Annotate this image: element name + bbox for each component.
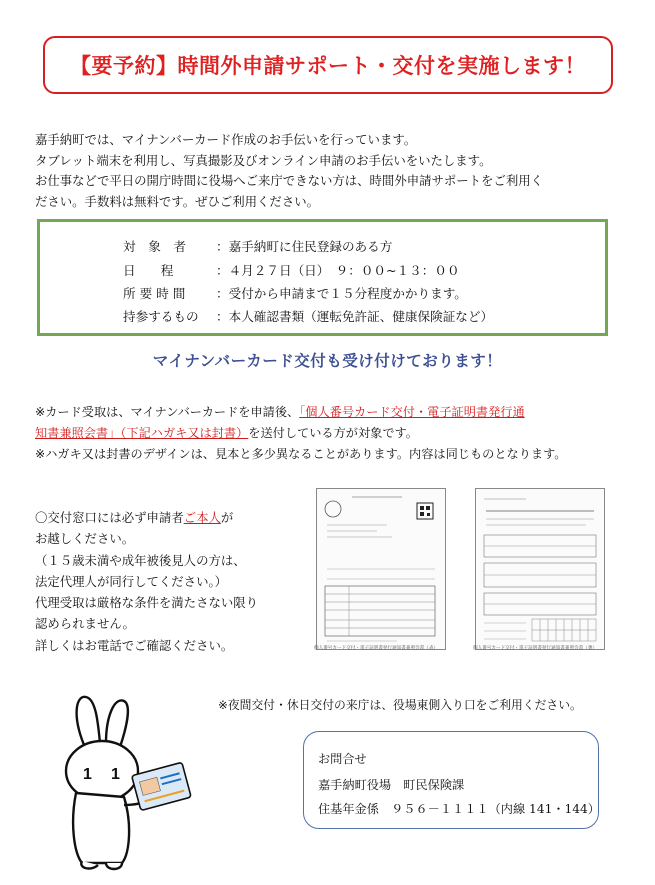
info-value: ：本人確認書類（運転免許証、健康保険証など） bbox=[216, 309, 494, 324]
intro-line: ださい。手数料は無料です。ぜひご利用ください。 bbox=[35, 193, 319, 209]
instruction-text: 〇交付窓口には必ず申請者 bbox=[35, 510, 184, 525]
info-label: 日 程 bbox=[123, 263, 174, 278]
svg-text:1: 1 bbox=[83, 766, 92, 783]
notice-doc-name: 「個人番号カード交付・電子証明書発行通 bbox=[299, 405, 525, 419]
note-text: ※カード受取は、マイナンバーカードを申請後、 bbox=[35, 405, 300, 419]
notice-doc-name: 知書兼照会書」（下記ハガキ又は封書） bbox=[35, 426, 249, 440]
instruction-line: 代理受取は厳格な条件を満たさない限り bbox=[35, 595, 259, 611]
postcard-front-illustration bbox=[317, 489, 445, 649]
info-label: 対 象 者 bbox=[123, 239, 186, 254]
contact-box bbox=[303, 731, 599, 829]
info-row-target bbox=[123, 236, 392, 255]
instruction-line: 認められません。 bbox=[35, 616, 135, 632]
card-pickup-notes bbox=[35, 402, 625, 465]
event-info-box bbox=[37, 219, 608, 336]
window-instructions bbox=[35, 507, 305, 656]
instruction-line: （１５歳未満や成年被後見人の方は、 bbox=[35, 552, 246, 568]
info-row-items bbox=[123, 306, 493, 325]
page-title: 【要予約】時間外申請サポート・交付を実施します！ bbox=[70, 54, 586, 78]
mynumber-rabbit-mascot-icon bbox=[62, 693, 192, 875]
contact-heading: お問合せ bbox=[318, 752, 367, 766]
front-card-footer: 個人番号カード交付・電子証明書発行通知書兼照会書（表） bbox=[314, 646, 439, 651]
intro-line: お仕事などで平日の開庁時間に役場へご来庁できない方は、時間外申請サポートをご利用く bbox=[35, 173, 544, 188]
note-line bbox=[35, 402, 625, 423]
intro-paragraph bbox=[35, 130, 635, 212]
title-banner bbox=[43, 36, 613, 94]
postcard-back-illustration bbox=[476, 489, 604, 649]
svg-text:1: 1 bbox=[111, 766, 120, 783]
info-row-duration bbox=[123, 283, 467, 302]
note-text: を送付している方が対象です。 bbox=[248, 426, 418, 440]
night-entrance-note: ※夜間交付・休日交付の来庁は、役場東側入り口をご利用ください。 bbox=[218, 698, 582, 712]
delivery-subheading: マイナンバーカード交付も受け付けております！ bbox=[152, 352, 503, 370]
info-value: ：受付から申請まで１５分程度かかります。 bbox=[216, 286, 467, 301]
instruction-line bbox=[35, 507, 305, 528]
info-value: ：４月２７日（日） ９：００~１３：００ bbox=[216, 263, 460, 278]
contact-office: 嘉手納町役場 町民保険課 bbox=[318, 778, 465, 792]
info-row-date bbox=[123, 260, 460, 279]
info-value: ：嘉手納町に住民登録のある方 bbox=[216, 239, 393, 254]
instruction-line: 詳しくはお電話でご確認ください。 bbox=[35, 637, 234, 653]
note-line bbox=[35, 423, 625, 444]
instruction-line: お越しください。 bbox=[35, 531, 135, 547]
info-label: 所 要 時 間 bbox=[123, 286, 186, 301]
in-person-emphasis: ご本人 bbox=[183, 510, 221, 525]
contact-phone: 住基年金係 ９５６－１１１１（内線 141・144） bbox=[318, 802, 600, 816]
back-card-footer: 個人番号カード交付・電子証明書発行通知書兼照会書（裏） bbox=[473, 646, 598, 651]
postcard-front-sample bbox=[316, 488, 446, 650]
intro-line: タブレット端末を利用し、写真撮影及びオンライン申請のお手伝いをいたします。 bbox=[35, 152, 492, 168]
note-line: ※ハガキ又は封書のデザインは、見本と多少異なることがあります。内容は同じものとなります。 bbox=[35, 447, 567, 461]
instruction-text: が bbox=[220, 510, 234, 525]
info-label: 持参するもの bbox=[123, 309, 199, 324]
intro-line: 嘉手納町では、マイナンバーカード作成のお手伝いを行っています。 bbox=[35, 132, 417, 147]
postcard-back-sample bbox=[475, 488, 605, 650]
instruction-line: 法定代理人が同行してください。） bbox=[35, 573, 228, 589]
